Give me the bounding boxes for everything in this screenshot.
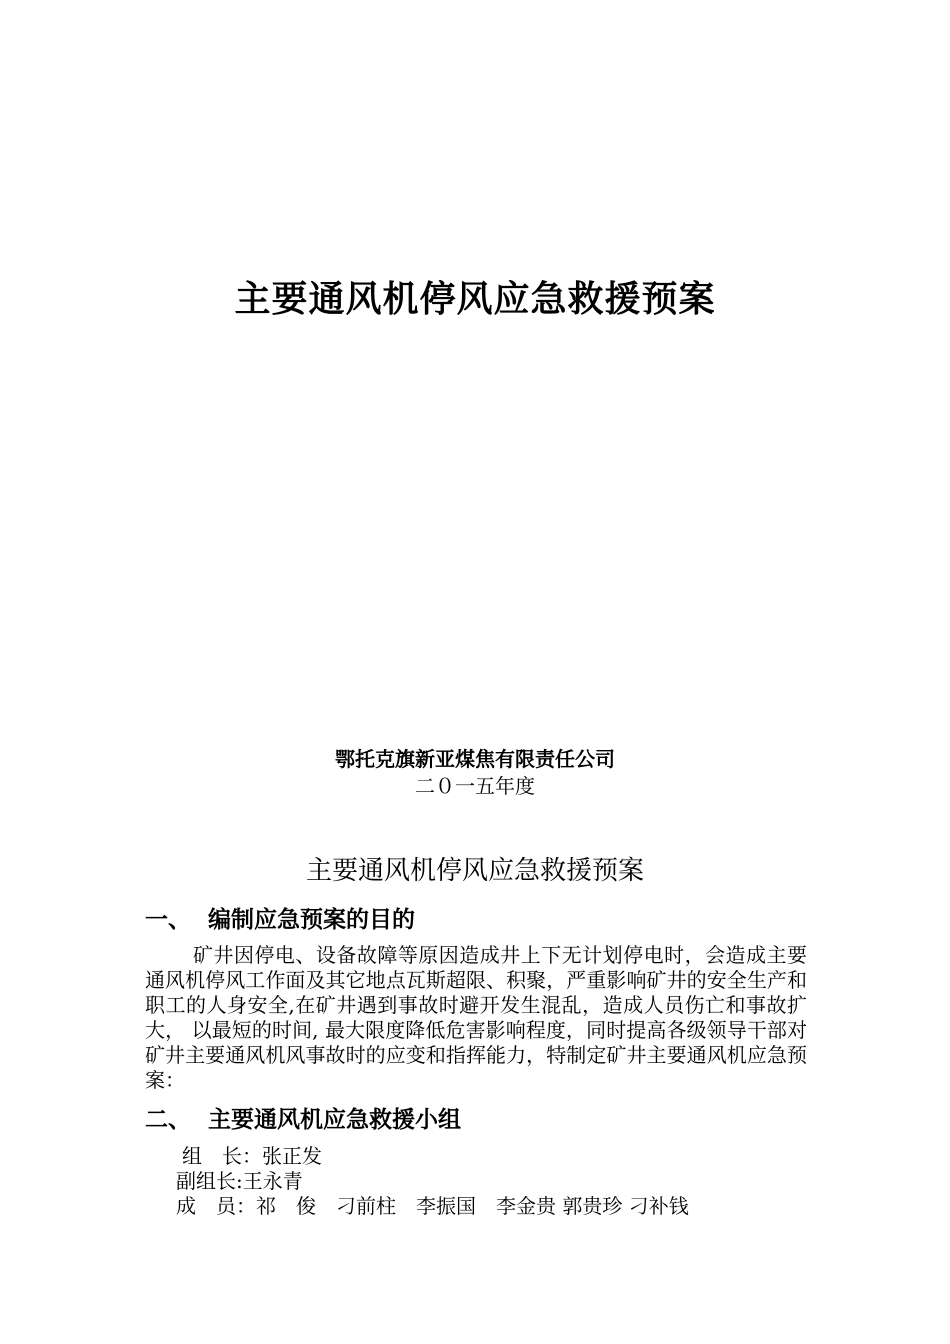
member-list: 成 员：祁 俊 刁前柱 李振国 李金贵 郭贵珍 刁补钱: [176, 1194, 689, 1218]
member-deputy-leader: 副组长:王永青: [176, 1169, 303, 1193]
section-heading-1: [145, 904, 415, 936]
member-leader: 组 长：张正发: [182, 1144, 322, 1168]
section-number-1: 一、: [145, 907, 191, 933]
section-heading-2: [145, 1104, 461, 1136]
section-heading-text-2: 主要通风机应急救援小组: [208, 1107, 461, 1133]
section-heading-text-1: 编制应急预案的目的: [208, 907, 415, 933]
document-year: 二０一五年度: [415, 774, 535, 798]
company-name: 鄂托克旗新亚煤焦有限责任公司: [335, 747, 615, 771]
document-title: 主要通风机停风应急救援预案: [305, 856, 644, 886]
cover-title: 主要通风机停风应急救援预案: [234, 279, 716, 320]
section-number-2: 二、: [145, 1107, 191, 1133]
section-paragraph-1: 矿井因停电、设备故障等原因造成井上下无计划停电时，会造成主要通风机停风工作面及其它地点瓦斯超限、积聚，严重影响矿井的安全生产和职工的人身安全,在矿井遇到事故时避开发生混乱，造成人员伤亡和事故扩大， 以最短的时间, 最大限度降低危害影响程度，同时提高各级领导干部对矿井主要通风机风事故时的应变和指挥能力，特制定矿井主要通风机应急预案：: [145, 943, 807, 1092]
